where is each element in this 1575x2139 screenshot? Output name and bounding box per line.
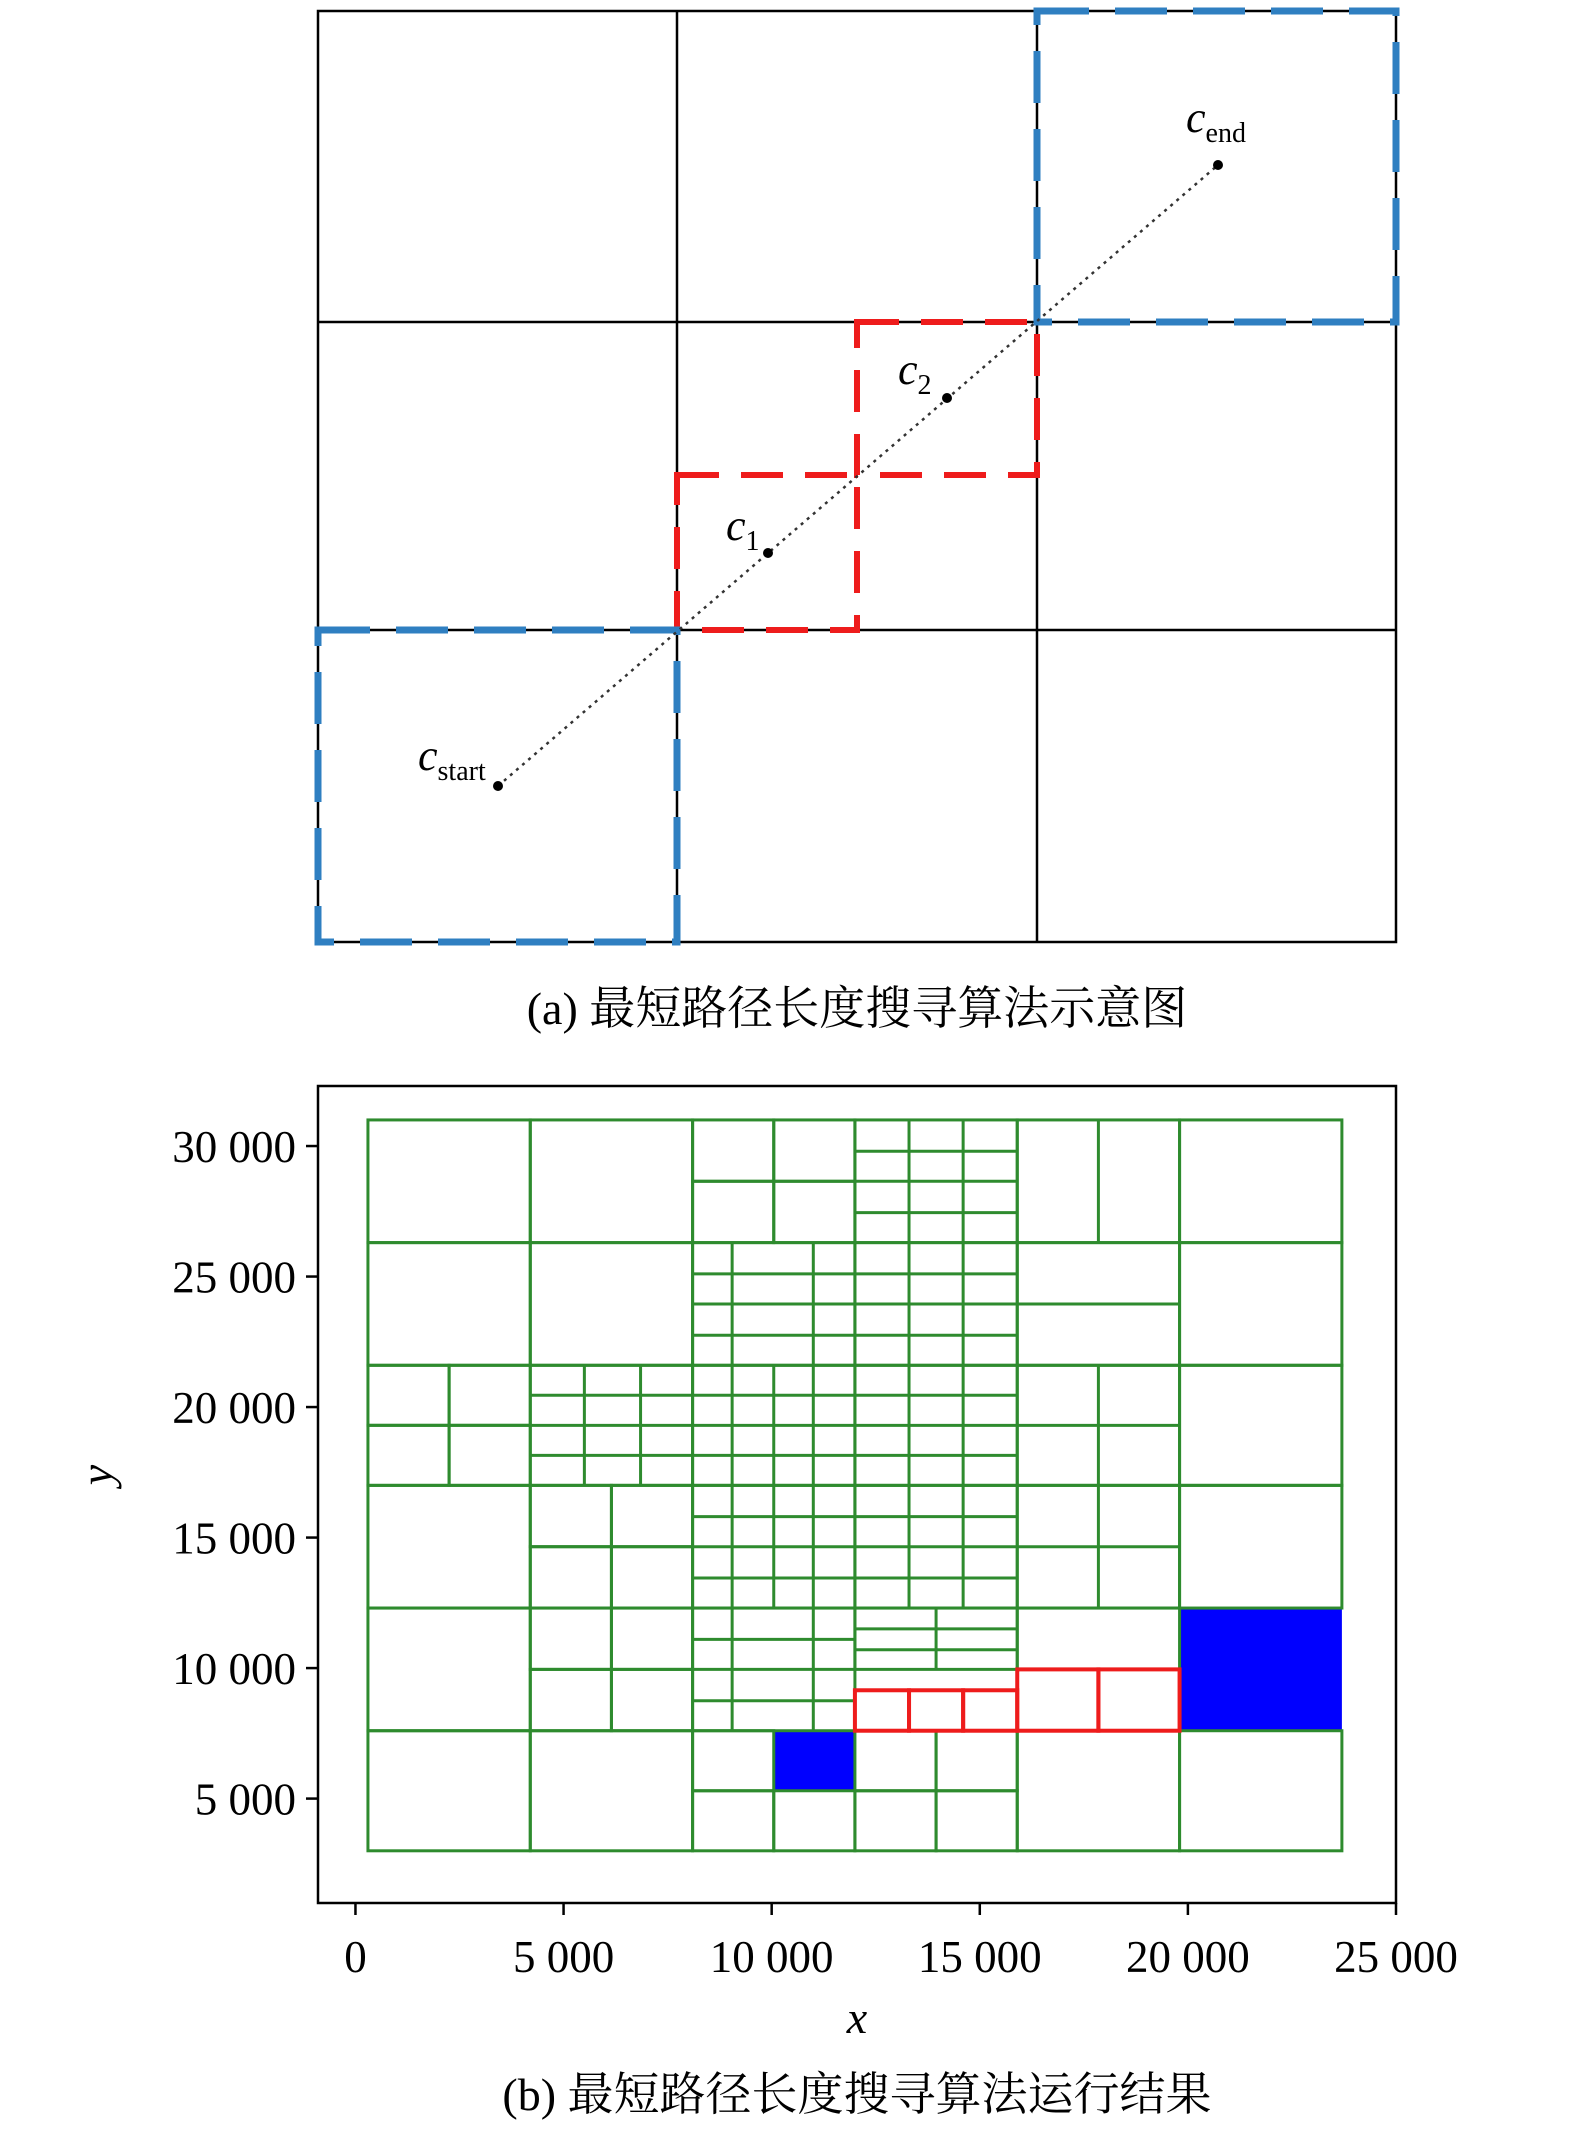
- y-tick-label: 25 000: [172, 1252, 296, 1303]
- y-tick-label: 30 000: [172, 1122, 296, 1173]
- grid-cell: [530, 1547, 611, 1608]
- panel-a-caption: (a) 最短路径长度搜寻算法示意图: [526, 983, 1188, 1034]
- panel-b-caption: (b) 最短路径长度搜寻算法运行结果: [502, 2069, 1212, 2120]
- path-cell: [1098, 1669, 1179, 1730]
- grid-cell: [530, 1243, 692, 1366]
- grid-cell: [855, 1731, 936, 1791]
- grid-cell: [449, 1425, 530, 1485]
- label-c-end: $c_{end}$: [1186, 93, 1246, 149]
- x-tick-label: 0: [344, 1932, 367, 1982]
- grid-cell: [774, 1181, 855, 1242]
- grid-cell: [1180, 1731, 1342, 1851]
- grid-cell: [936, 1731, 1017, 1791]
- x-tick-label: 10 000: [709, 1932, 834, 1982]
- grid-cell: [611, 1608, 692, 1669]
- grid-cell: [611, 1485, 692, 1546]
- grid-cell: [611, 1669, 692, 1730]
- grid-cell: [1180, 1365, 1342, 1485]
- grid-cell: [693, 1120, 774, 1181]
- path-cell: [1017, 1669, 1098, 1730]
- grid-cell: [368, 1485, 530, 1608]
- grid-cell: [368, 1425, 449, 1485]
- label-c-start: $c_{start}$: [418, 731, 486, 787]
- label-c2: $c_2$: [898, 345, 932, 401]
- grid-cell: [774, 1120, 855, 1181]
- grid-cell: [530, 1120, 692, 1243]
- grid-cell: [693, 1181, 774, 1242]
- grid-cell: [530, 1731, 692, 1851]
- grid-cell: [611, 1547, 692, 1608]
- path-cell: [963, 1690, 1017, 1730]
- y-axis-label: y: [71, 1464, 122, 1486]
- grid-cell: [855, 1791, 936, 1851]
- grid-cell: [1180, 1485, 1342, 1608]
- grid-cell: [449, 1365, 530, 1425]
- grid-cell: [368, 1243, 530, 1366]
- grid-cell: [530, 1485, 611, 1546]
- panel-b-chart: [71, 1086, 1458, 2043]
- x-tick-label: 20 000: [1126, 1932, 1250, 1982]
- grid-cell: [368, 1365, 449, 1425]
- grid-cell: [1180, 1120, 1342, 1243]
- y-tick-label: 20 000: [172, 1383, 296, 1434]
- grid-cell: [774, 1791, 855, 1851]
- grid-cell: [530, 1669, 611, 1730]
- y-tick-label: 5 000: [194, 1774, 296, 1825]
- path-cell: [909, 1690, 963, 1730]
- x-axis-ticks: [344, 1903, 1458, 1982]
- panel-a-diagram: [318, 11, 1396, 942]
- x-tick-label: 25 000: [1334, 1932, 1458, 1982]
- y-axis-ticks: [172, 1122, 318, 1825]
- x-axis-label: x: [846, 1992, 868, 2043]
- grid-cell: [693, 1791, 774, 1851]
- path-cell: [855, 1690, 909, 1730]
- y-tick-label: 15 000: [172, 1513, 296, 1564]
- point-c-start: [493, 781, 503, 791]
- endpoint-cell-start: [774, 1731, 855, 1791]
- grid-cell: [368, 1608, 530, 1731]
- endpoint-cell-end: [1180, 1608, 1342, 1731]
- x-tick-label: 15 000: [917, 1932, 1042, 1982]
- grid-cell: [936, 1791, 1017, 1851]
- grid-cell: [530, 1608, 611, 1669]
- point-c-end: [1213, 160, 1223, 170]
- y-tick-label: 10 000: [172, 1644, 296, 1695]
- grid-cell: [368, 1731, 530, 1851]
- grid-cell: [1017, 1608, 1179, 1669]
- point-c2: [942, 393, 952, 403]
- label-c1: $c_1$: [726, 501, 760, 557]
- cells-layer: [368, 1120, 1342, 1851]
- point-c1: [763, 548, 773, 558]
- x-tick-label: 5 000: [512, 1932, 615, 1982]
- grid-cell: [368, 1120, 530, 1243]
- grid-cell: [1017, 1731, 1179, 1851]
- grid-cell: [1180, 1243, 1342, 1366]
- plot-area-frame: [318, 1086, 1396, 1903]
- grid-cell: [693, 1731, 774, 1791]
